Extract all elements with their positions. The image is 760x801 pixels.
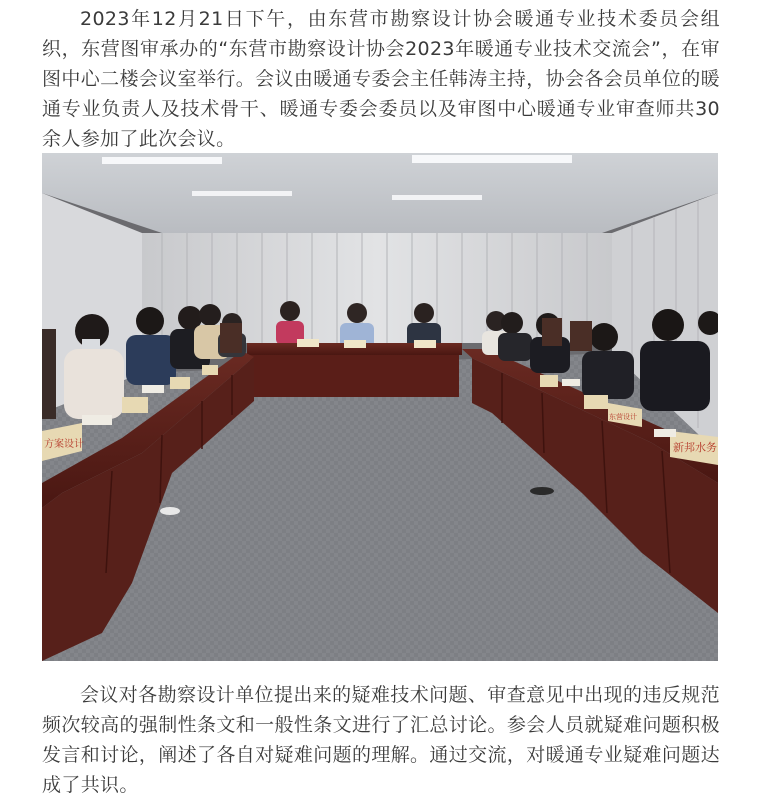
meeting-room-illustration bbox=[42, 153, 718, 661]
article-paragraph-intro: 2023年12月21日下午，由东营市勘察设计协会暖通专业技术委员会组织，东营图审承办的“东营市勘察设计协会2023年暖通专业技术交流会”，在审图中心二楼会议室举行。会议由暖通专委会主任韩涛主持，协会各会员单位的暖通专业负责人及技术骨干、暖通专委会委员以及审图中心暖通专业审查师共30余人参加了此次会议。 bbox=[42, 8, 720, 150]
name-card-label: 方案设计 bbox=[44, 439, 84, 450]
ceiling-light bbox=[192, 191, 292, 196]
ceiling bbox=[42, 153, 718, 233]
name-card-label: 东营设计 bbox=[609, 413, 637, 421]
ceiling-light bbox=[412, 155, 572, 163]
ceiling-light bbox=[392, 195, 482, 200]
head-table-front bbox=[250, 355, 459, 397]
ceiling-light bbox=[102, 157, 222, 164]
article-paragraph-summary: 会议对各勘察设计单位提出来的疑难技术问题、审查意见中出现的违反规范频次较高的强制性条文和一般性条文进行了汇总讨论。参会人员就疑难问题积极发言和讨论，阐述了各自对疑难问题的理解。通过交流，对暖通专业疑难问题达成了共识。 bbox=[42, 684, 720, 796]
name-card-label: 新邦水务 bbox=[673, 441, 717, 454]
meeting-photo bbox=[42, 153, 718, 661]
